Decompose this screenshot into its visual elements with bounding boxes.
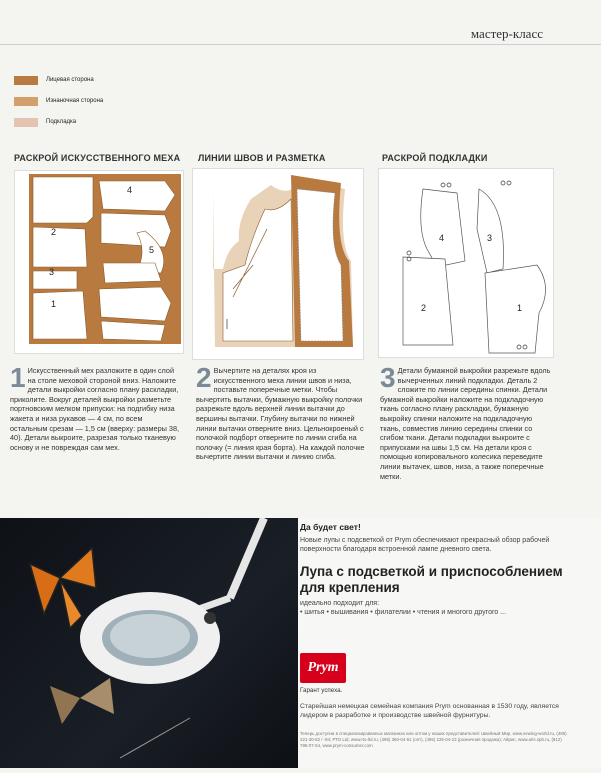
magnifier-lamp-illustration	[0, 518, 298, 768]
pattern-piece	[99, 181, 175, 211]
ad-uses-list: • шитья • вышивания • филателии • чтения и многого другого ...	[300, 609, 507, 616]
legend-label: Подкладка	[46, 119, 77, 125]
pattern-piece	[33, 177, 93, 223]
piece-number: 4	[127, 185, 133, 195]
ad-suitable-for: идеально подходит для:	[300, 600, 380, 607]
section-title-seam-lines: ЛИНИИ ШВОВ И РАЗМЕТКА	[198, 153, 326, 163]
legend-swatch-lining	[14, 118, 38, 127]
ad-slogan: Гарант успеха.	[300, 687, 343, 694]
butterfly-icon	[50, 678, 114, 724]
step-text: Искусственный мех разложите в один слой на столе меховой стороной вниз. Наложите детали выкройки согласно плану раскладки, приколите. Вокруг деталей выкройки разметьте портновским мелком припуски: на подгибку низа жакета и низа рукавов — 4 см, по всем остальным срезам — 1,5 см (вверху: размеры 38, 40). Детали выкроите, разрезая только тканевую основу и не повреждая сам мех.	[10, 366, 180, 452]
pattern-piece	[477, 189, 504, 273]
piece-number: 3	[49, 267, 55, 277]
piece-number: 2	[51, 227, 57, 237]
step-2	[196, 362, 368, 462]
legend-item-lining	[14, 116, 103, 128]
pattern-piece	[101, 213, 171, 247]
step-1	[10, 362, 180, 452]
lining-layout-svg	[379, 169, 553, 357]
section-title-fur-cutting: РАСКРОЙ ИСКУССТВЕННОГО МЕХА	[14, 153, 181, 163]
legend-item-face	[14, 74, 103, 86]
pattern-piece	[33, 227, 87, 267]
pattern-piece	[33, 271, 77, 289]
pattern-piece	[403, 257, 453, 345]
butterfly-icon	[30, 548, 96, 628]
ad-headline: Лупа с подсветкой и приспособлением для крепления	[300, 564, 563, 595]
pattern-piece	[99, 287, 171, 321]
legend-label: Изнаночная сторона	[46, 98, 104, 104]
color-legend	[14, 74, 103, 137]
fur-layout-svg	[15, 171, 183, 353]
step-3	[380, 362, 552, 481]
lining-layout-diagram	[378, 168, 554, 358]
ad-subtitle: Да будет свет!	[300, 522, 361, 532]
header-divider	[0, 44, 601, 45]
section-title-lining-cutting: РАСКРОЙ ПОДКЛАДКИ	[382, 153, 488, 163]
step-text: Детали бумажной выкройки разрежьте вдоль вычерченных линий подкладки. Деталь 2 сложите по линии середины спинки. Детали бумажной выкройки наложите на подкладочную ткань согласно плану раскладки, бумажную выкройку спинки наложите на подкладочную ткань, совместив линию середины спинки со сгибом ткани. Детали подкладки выкроите с припусками на швы 1,5 см. На детали кроя с помощью копировального колесика переведите линии вытачек, швов, низа, а также поперечные метки.	[380, 366, 551, 481]
step-text: Вычертите на деталях кроя из искусственного меха линии швов и низа, поставьте поперечные метки. Чтобы вычертить вытачки, бумажную выкройку полочки разрежьте вдоль верхней линии вытачки до вершины вытачки. Глубину вытачки по нижней линии вытачки отверните вниз. Цельнокроеный с полочкой подборт отверните по линии сгиба на полочку (= линия края борта). На каждой полочке вычертите линии вытачки и линию сгиба.	[196, 366, 365, 462]
ad-disclaimer: Теперь доступна в специализированных магазинах или оптом у наших представителей: Швейный Мир, www.sewing-world.ru, (495) 221-30-82 / -84; РТО Ltd, www.rto-ltd.ru, (495) 360-04-61 (опт), (495) 225-04-23 (розничная продажа); Айрис, www.aris.spb.ru, (812) 786-07-64, www.prym-consumer.com	[300, 731, 567, 748]
piece-number: 2	[421, 303, 427, 313]
legend-item-reverse	[14, 95, 103, 107]
magazine-section-title: мастер-класс	[470, 26, 543, 41]
pattern-piece	[103, 263, 161, 283]
prym-logo: Prym	[300, 653, 346, 683]
step-number: 2	[196, 362, 212, 393]
fur-layout-diagram	[14, 170, 184, 354]
piece-number: 5	[149, 245, 155, 255]
step-number: 3	[380, 362, 396, 393]
pattern-piece	[485, 265, 546, 353]
ad-copy	[300, 522, 580, 616]
piece-number: 1	[51, 299, 57, 309]
pattern-piece	[421, 189, 465, 267]
ad-company-info: Старейшая немецкая семейная компания Prym основанная в 1530 году, является лидером в разработке и производстве швейной фурнитуры.	[300, 703, 559, 719]
ad-body: Новые лупы с подсветкой от Prym обеспечивают прекрасный обзор рабочей поверхности благодаря встроенной лампе дневного света.	[300, 537, 550, 553]
legend-swatch-face	[14, 76, 38, 85]
piece-number: 3	[487, 233, 493, 243]
legend-label: Лицевая сторона	[46, 77, 94, 83]
legend-swatch-reverse	[14, 97, 38, 106]
seam-lines-diagram	[192, 168, 364, 360]
piece-number: 1	[517, 303, 523, 313]
ad-photo-magnifier-lamp	[0, 518, 298, 768]
pattern-piece	[33, 291, 87, 339]
piece-number: 4	[439, 233, 445, 243]
seam-lines-svg	[193, 169, 363, 359]
step-number: 1	[10, 362, 26, 393]
